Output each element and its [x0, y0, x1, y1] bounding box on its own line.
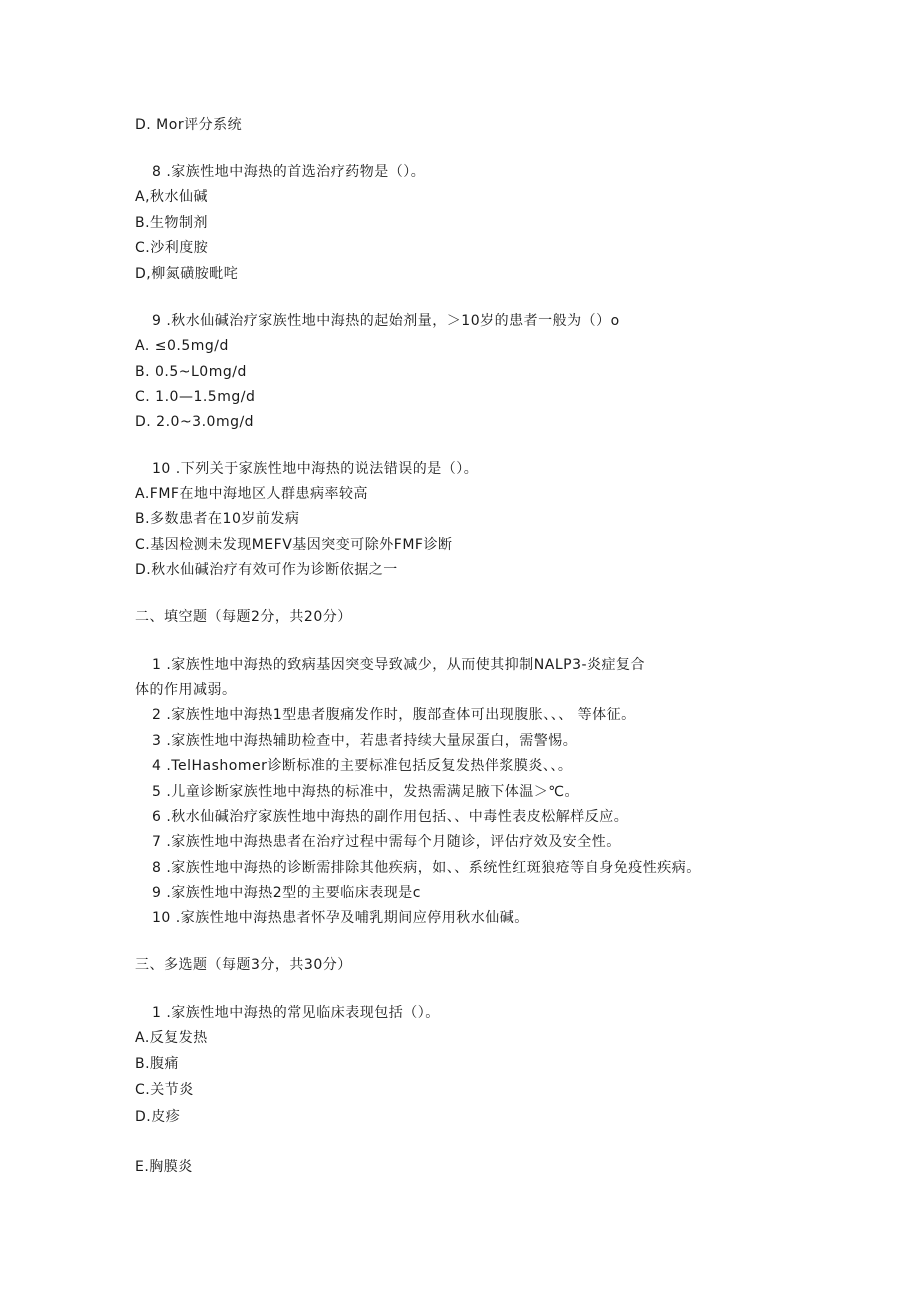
multi-q1-stem: 1 .家族性地中海热的常见临床表现包括（）。	[152, 1005, 440, 1021]
fill-item-5: 5 .儿童诊断家族性地中海热的标准中，发热需满足腋下体温＞℃。	[152, 784, 580, 800]
fill-item-1-cont: 体的作用减弱。	[135, 682, 237, 698]
multi-q1-option-a: A.反复发热	[135, 1030, 208, 1046]
q8-stem: 8 .家族性地中海热的首选治疗药物是（）。	[152, 164, 426, 180]
fill-item-1: 1 .家族性地中海热的致病基因突变导致减少，从而使其抑制NALP3-炎症复合	[152, 657, 646, 673]
fill-item-10: 10 .家族性地中海热患者怀孕及哺乳期间应停用秋水仙碱。	[152, 910, 529, 926]
q8-option-c: C.沙利度胺	[135, 240, 209, 256]
q8-option-a: A,秋水仙碱	[135, 189, 209, 205]
fill-item-2: 2 .家族性地中海热1型患者腹痛发作时，腹部查体可出现腹胀、、、 等体征。	[152, 707, 636, 723]
multi-q1-option-e: E.胸膜炎	[135, 1159, 193, 1175]
q9-option-d: D. 2.0~3.0mg∕d	[135, 414, 255, 430]
fill-item-7: 7 .家族性地中海热患者在治疗过程中需每个月随诊，评估疗效及安全性。	[152, 834, 621, 850]
fill-item-9: 9 .家族性地中海热2型的主要临床表现是c	[152, 885, 421, 901]
section3-title: 三、多选题（每题3分，共30分）	[135, 957, 352, 973]
q10-option-c: C.基因检测未发现MEFV基因突变可除外FMF诊断	[135, 537, 453, 553]
q9-option-a: A. ≤0.5mg∕d	[135, 338, 229, 354]
q10-option-b: B.多数患者在10岁前发病	[135, 511, 300, 527]
multi-q1-option-c: C.关节炎	[135, 1082, 194, 1098]
q10-option-d: D.秋水仙碱治疗有效可作为诊断依据之一	[135, 562, 398, 578]
q10-option-a: A.FMF在地中海地区人群患病率较高	[135, 486, 368, 502]
multi-q1-option-d: D.皮疹	[135, 1109, 181, 1125]
fill-item-6: 6 .秋水仙碱治疗家族性地中海热的副作用包括、、中毒性表皮松解样反应。	[152, 809, 629, 825]
multi-q1-option-b: B.腹痛	[135, 1056, 180, 1072]
q9-option-c: C. 1.0—1.5mg∕d	[135, 389, 256, 405]
q9-option-b: B. 0.5~L0mg∕d	[135, 364, 247, 380]
q8-option-d: D,柳氮磺胺毗咤	[135, 266, 239, 282]
fill-item-4: 4 .TelHashomer诊断标准的主要标准包括反复发热伴浆膜炎、、。	[152, 758, 573, 774]
q10-stem: 10 .下列关于家族性地中海热的说法错误的是（）。	[152, 461, 479, 477]
fill-item-8: 8 .家族性地中海热的诊断需排除其他疾病，如、、系统性红斑狼疮等自身免疫性疾病。	[152, 860, 701, 876]
section2-title: 二、填空题（每题2分，共20分）	[135, 609, 352, 625]
q7-option-d: D. Mor评分系统	[135, 117, 243, 133]
fill-item-3: 3 .家族性地中海热辅助检查中，若患者持续大量尿蛋白，需警惕。	[152, 733, 578, 749]
q9-stem: 9 .秋水仙碱治疗家族性地中海热的起始剂量，＞10岁的患者一般为（）o	[152, 313, 620, 329]
q8-option-b: B.生物制剂	[135, 215, 209, 231]
